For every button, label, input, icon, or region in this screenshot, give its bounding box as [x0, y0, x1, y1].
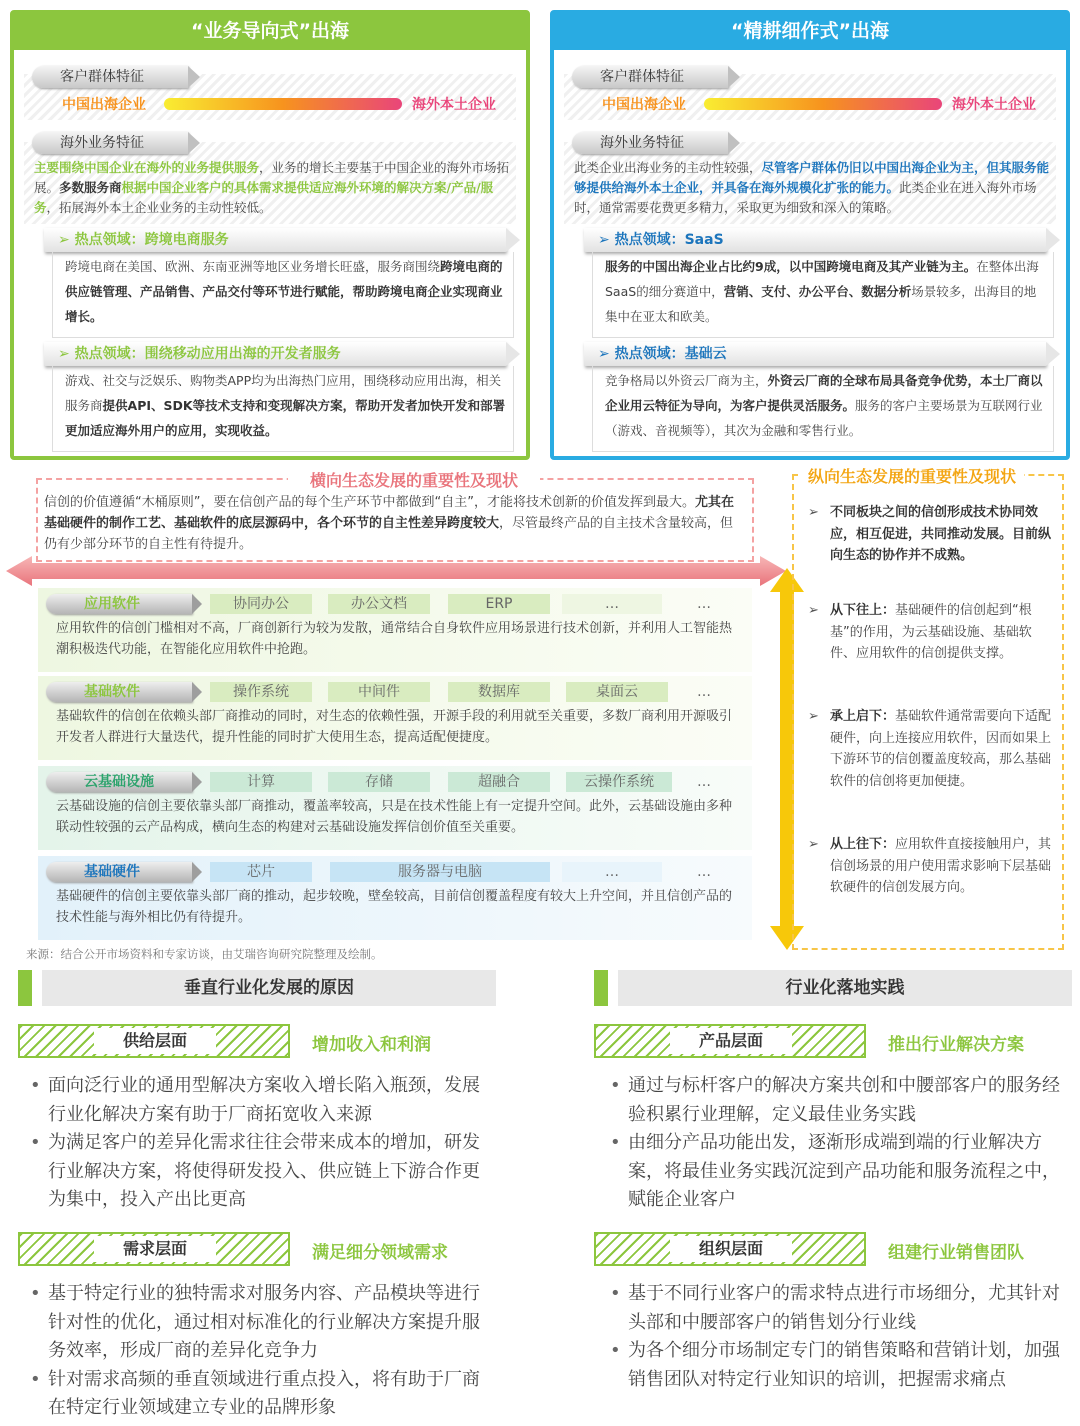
product-level-goal: 推出行业解决方案: [888, 1035, 1024, 1055]
business-oriented-panel: [10, 10, 530, 460]
hot-area-cloud: ➢ 热点领域：基础云: [584, 342, 1046, 366]
supply-level-list: [18, 1072, 488, 1215]
supply-level-tag: 供给层面: [18, 1024, 290, 1058]
intensive-panel: [550, 10, 1070, 460]
supply-level-goal: 增加收入和利润: [312, 1035, 431, 1055]
horizontal-title: 横向生态发展的重要性及现状: [288, 468, 540, 491]
vertical-item: ➢ 不同板块之间的信创形成技术协同效应，相互促进，共同推动发展。目前纵向生态的协作并不成熟。: [808, 502, 1054, 567]
hot-area-ecommerce-text: 跨境电商在美国、欧洲、东南亚洲等地区业务增长旺盛，服务商围绕跨境电商的供应链管理、产品销售、产品交付等环节进行赋能，帮助跨境电商企业实现商业增长。: [52, 252, 514, 338]
horizontal-ecosystem-box: [36, 471, 754, 562]
layer-basic-hardware: 基础硬件 芯片 服务器与电脑 … … 基础硬件的信创主要依靠头部厂商的推动，起步较晚，壁垒较高，目前信创覆盖程度有较大上升空间，并且信创产品的技术性能与海外相比仍有待提升。: [38, 856, 752, 940]
spectrum-left: 中国出海企业: [602, 97, 686, 113]
source-note: 来源：结合公开市场资料和专家访谈，由艾瑞咨询研究院整理及绘制。: [26, 947, 383, 961]
panel-title: “业务导向式”出海: [191, 20, 349, 42]
organization-level-tag: 组织层面: [594, 1232, 866, 1266]
business-description: 此类企业出海业务的主动性较强，尽管客户群体仍旧以中国出海企业为主，但其服务能够提供给海外本土企业，并具备在海外规模化扩张的能力。此类企业在进入海外市场时，通常需要花费更多精力，采取更为细致和深入的策略。: [574, 160, 1050, 215]
vertical-ecosystem-box: [792, 467, 1064, 950]
customer-label: 客户群体特征: [32, 66, 188, 88]
demand-level-tag: 需求层面: [18, 1232, 290, 1266]
spectrum-bar: [164, 98, 402, 110]
vertical-item: ➢ 从下往上：基础硬件的信创起到“根基”的作用，为云基础设施、基础软件、应用软件的信创提供支撑。: [808, 600, 1054, 665]
panel-title: “精耕细作式”出海: [731, 20, 889, 42]
vertical-item: ➢ 承上启下：基础软件通常需要向下适配硬件，向上连接应用软件，因而如果上下游环节的信创覆盖度较高，那么基础软件的信创将更加便捷。: [808, 706, 1054, 792]
layer-application-software: 应用软件 协同办公 办公文档 ERP … … 应用软件的信创门槛相对不高，厂商创新行为较为发散，通常结合自身软件应用场景进行技术创新，并利用人工智能热潮积极迭代功能，在智能化应用软件中抢跑。: [38, 588, 752, 672]
layer-description: 基础硬件的信创主要依靠头部厂商的推动，起步较晚，壁垒较高，目前信创覆盖程度有较大上升空间，并且信创产品的技术性能与海外相比仍有待提升。: [56, 889, 733, 925]
spectrum-right: 海外本土企业: [412, 97, 496, 113]
product-level-tag: 产品层面: [594, 1024, 866, 1058]
list-item: • 由细分产品功能出发，逐渐形成端到端的行业解决方案，将最佳业务实践沉淀到产品功能和服务流程之中，赋能企业客户: [598, 1129, 1068, 1215]
vertical-item: ➢ 从上往下：应用软件直接接触用户，其信创场景的用户使用需求影响下层基础软硬件的信创发展方向。: [808, 834, 1054, 899]
demand-level-list: [18, 1280, 488, 1423]
business-label: 海外业务特征: [32, 132, 188, 154]
horizontal-text: 信创的价值遵循“木桶原则”，要在信创产品的每个生产环节中都做到“自主”，才能将技术创新的价值发挥到最大。尤其在基础硬件的制作工艺、基础软件的底层源码中，各个环节的自主性差异跨度较大，尽管最终产品的自主技术含量较高，但仍有少部分环节的自主性有待提升。: [44, 495, 734, 552]
hot-area-ecommerce: ➢ 热点领域：跨境电商服务: [44, 228, 506, 252]
spectrum-left: 中国出海企业: [62, 97, 146, 113]
list-item: • 面向泛行业的通用型解决方案收入增长陷入瓶颈，发展行业化解决方案有助于厂商拓宽收入来源: [18, 1072, 488, 1129]
customer-label: 客户群体特征: [572, 66, 728, 88]
list-item: • 基于不同行业客户的需求特点进行市场细分，尤其针对头部和中腰部客户的销售划分行业线: [598, 1280, 1068, 1337]
layer-cloud-infrastructure: 云基础设施 计算 存储 超融合 云操作系统 … 云基础设施的信创主要依靠头部厂商推动，覆盖率较高，只是在技术性能上有一定提升空间。此外，云基础设施由多种联动性较强的云产品构成，横向生态的构建对云基础设施发挥信创价值至关重要。: [38, 766, 752, 850]
layer-name: 基础软件: [46, 682, 192, 702]
layer-description: 云基础设施的信创主要依靠头部厂商推动，覆盖率较高，只是在技术性能上有一定提升空间。此外，云基础设施由多种联动性较强的云产品构成，横向生态的构建对云基础设施发挥信创价值至关重要。: [56, 799, 733, 835]
horizontal-double-arrow: [6, 556, 786, 586]
layer-description: 基础软件的信创在依赖头部厂商推动的同时，对生态的依赖性强，开源手段的利用就至关重要，多数厂商利用开源吸引开发者人群进行大量迭代，提升性能的同时扩大使用生态，提高适配便捷度。: [56, 709, 733, 745]
layer-name: 云基础设施: [46, 772, 192, 792]
vertical-title: 纵向生态发展的重要性及现状: [800, 464, 1024, 487]
spectrum-right: 海外本土企业: [952, 97, 1036, 113]
hot-area-saas: ➢ 热点领域：SaaS: [584, 228, 1046, 252]
list-item: • 针对需求高频的垂直领域进行重点投入，将有助于厂商在特定行业领域建立专业的品牌形象: [18, 1366, 488, 1423]
hot-area-saas-text: 服务的中国出海企业占比约9成，以中国跨境电商及其产业链为主。在整体出海SaaS的细分赛道中，营销、支付、办公平台、数据分析场景较多，出海目的地集中在亚太和欧美。: [592, 252, 1054, 338]
hot-area-developer: ➢ 热点领域：围绕移动应用出海的开发者服务: [44, 342, 506, 366]
layer-name: 应用软件: [46, 594, 192, 614]
product-level-list: [598, 1072, 1068, 1215]
layer-basic-software: 基础软件 操作系统 中间件 数据库 桌面云 … 基础软件的信创在依赖头部厂商推动的同时，对生态的依赖性强，开源手段的利用就至关重要，多数厂商利用开源吸引开发者人群进行大量迭代，提升性能的同时扩大使用生态，提高适配便捷度。: [38, 676, 752, 760]
organization-level-list: [598, 1280, 1068, 1394]
list-item: • 基于特定行业的独特需求对服务内容、产品模块等进行针对性的优化，通过相对标准化的行业解决方案提升服务效率，形成厂商的差异化竞争力: [18, 1280, 488, 1366]
section-heading-practice: 行业化落地实践: [618, 970, 1072, 1006]
demand-level-goal: 满足细分领域需求: [312, 1243, 448, 1263]
list-item: • 为各个细分市场制定专门的销售策略和营销计划，加强销售团队对特定行业知识的培训，把握需求痛点: [598, 1337, 1068, 1394]
spectrum-bar: [704, 98, 942, 110]
section-heading-reasons: 垂直行业化发展的原因: [42, 970, 496, 1006]
list-item: • 通过与标杆客户的解决方案共创和中腰部客户的服务经验积累行业理解，定义最佳业务实践: [598, 1072, 1068, 1129]
hot-area-cloud-text: 竞争格局以外资云厂商为主，外资云厂商的全球布局具备竞争优势，本土厂商以企业用云特征为导向，为客户提供灵活服务。服务的客户主要场景为互联网行业（游戏、音视频等），其次为金融和零售行业。: [592, 366, 1054, 452]
layer-name: 基础硬件: [46, 862, 192, 882]
business-description: 主要围绕中国企业在海外的业务提供服务，业务的增长主要基于中国企业的海外市场拓展。多数服务商根据中国企业客户的具体需求提供适应海外环境的解决方案/产品/服务，拓展海外本土企业业务的主动性较低。: [34, 160, 510, 215]
business-label: 海外业务特征: [572, 132, 728, 154]
list-item: • 为满足客户的差异化需求往往会带来成本的增加，研发行业解决方案，将使得研发投入、供应链上下游合作更为集中，投入产出比更高: [18, 1129, 488, 1215]
hot-area-developer-text: 游戏、社交与泛娱乐、购物类APP均为出海热门应用，围绕移动应用出海，相关服务商提供API、SDK等技术支持和变现解决方案，帮助开发者加快开发和部署更加适应海外用户的应用，实现收益。: [52, 366, 514, 452]
layer-description: 应用软件的信创门槛相对不高，厂商创新行为较为发散，通常结合自身软件应用场景进行技术创新，并利用人工智能热潮积极迭代功能，在智能化应用软件中抢跑。: [56, 621, 733, 657]
organization-level-goal: 组建行业销售团队: [888, 1243, 1024, 1263]
